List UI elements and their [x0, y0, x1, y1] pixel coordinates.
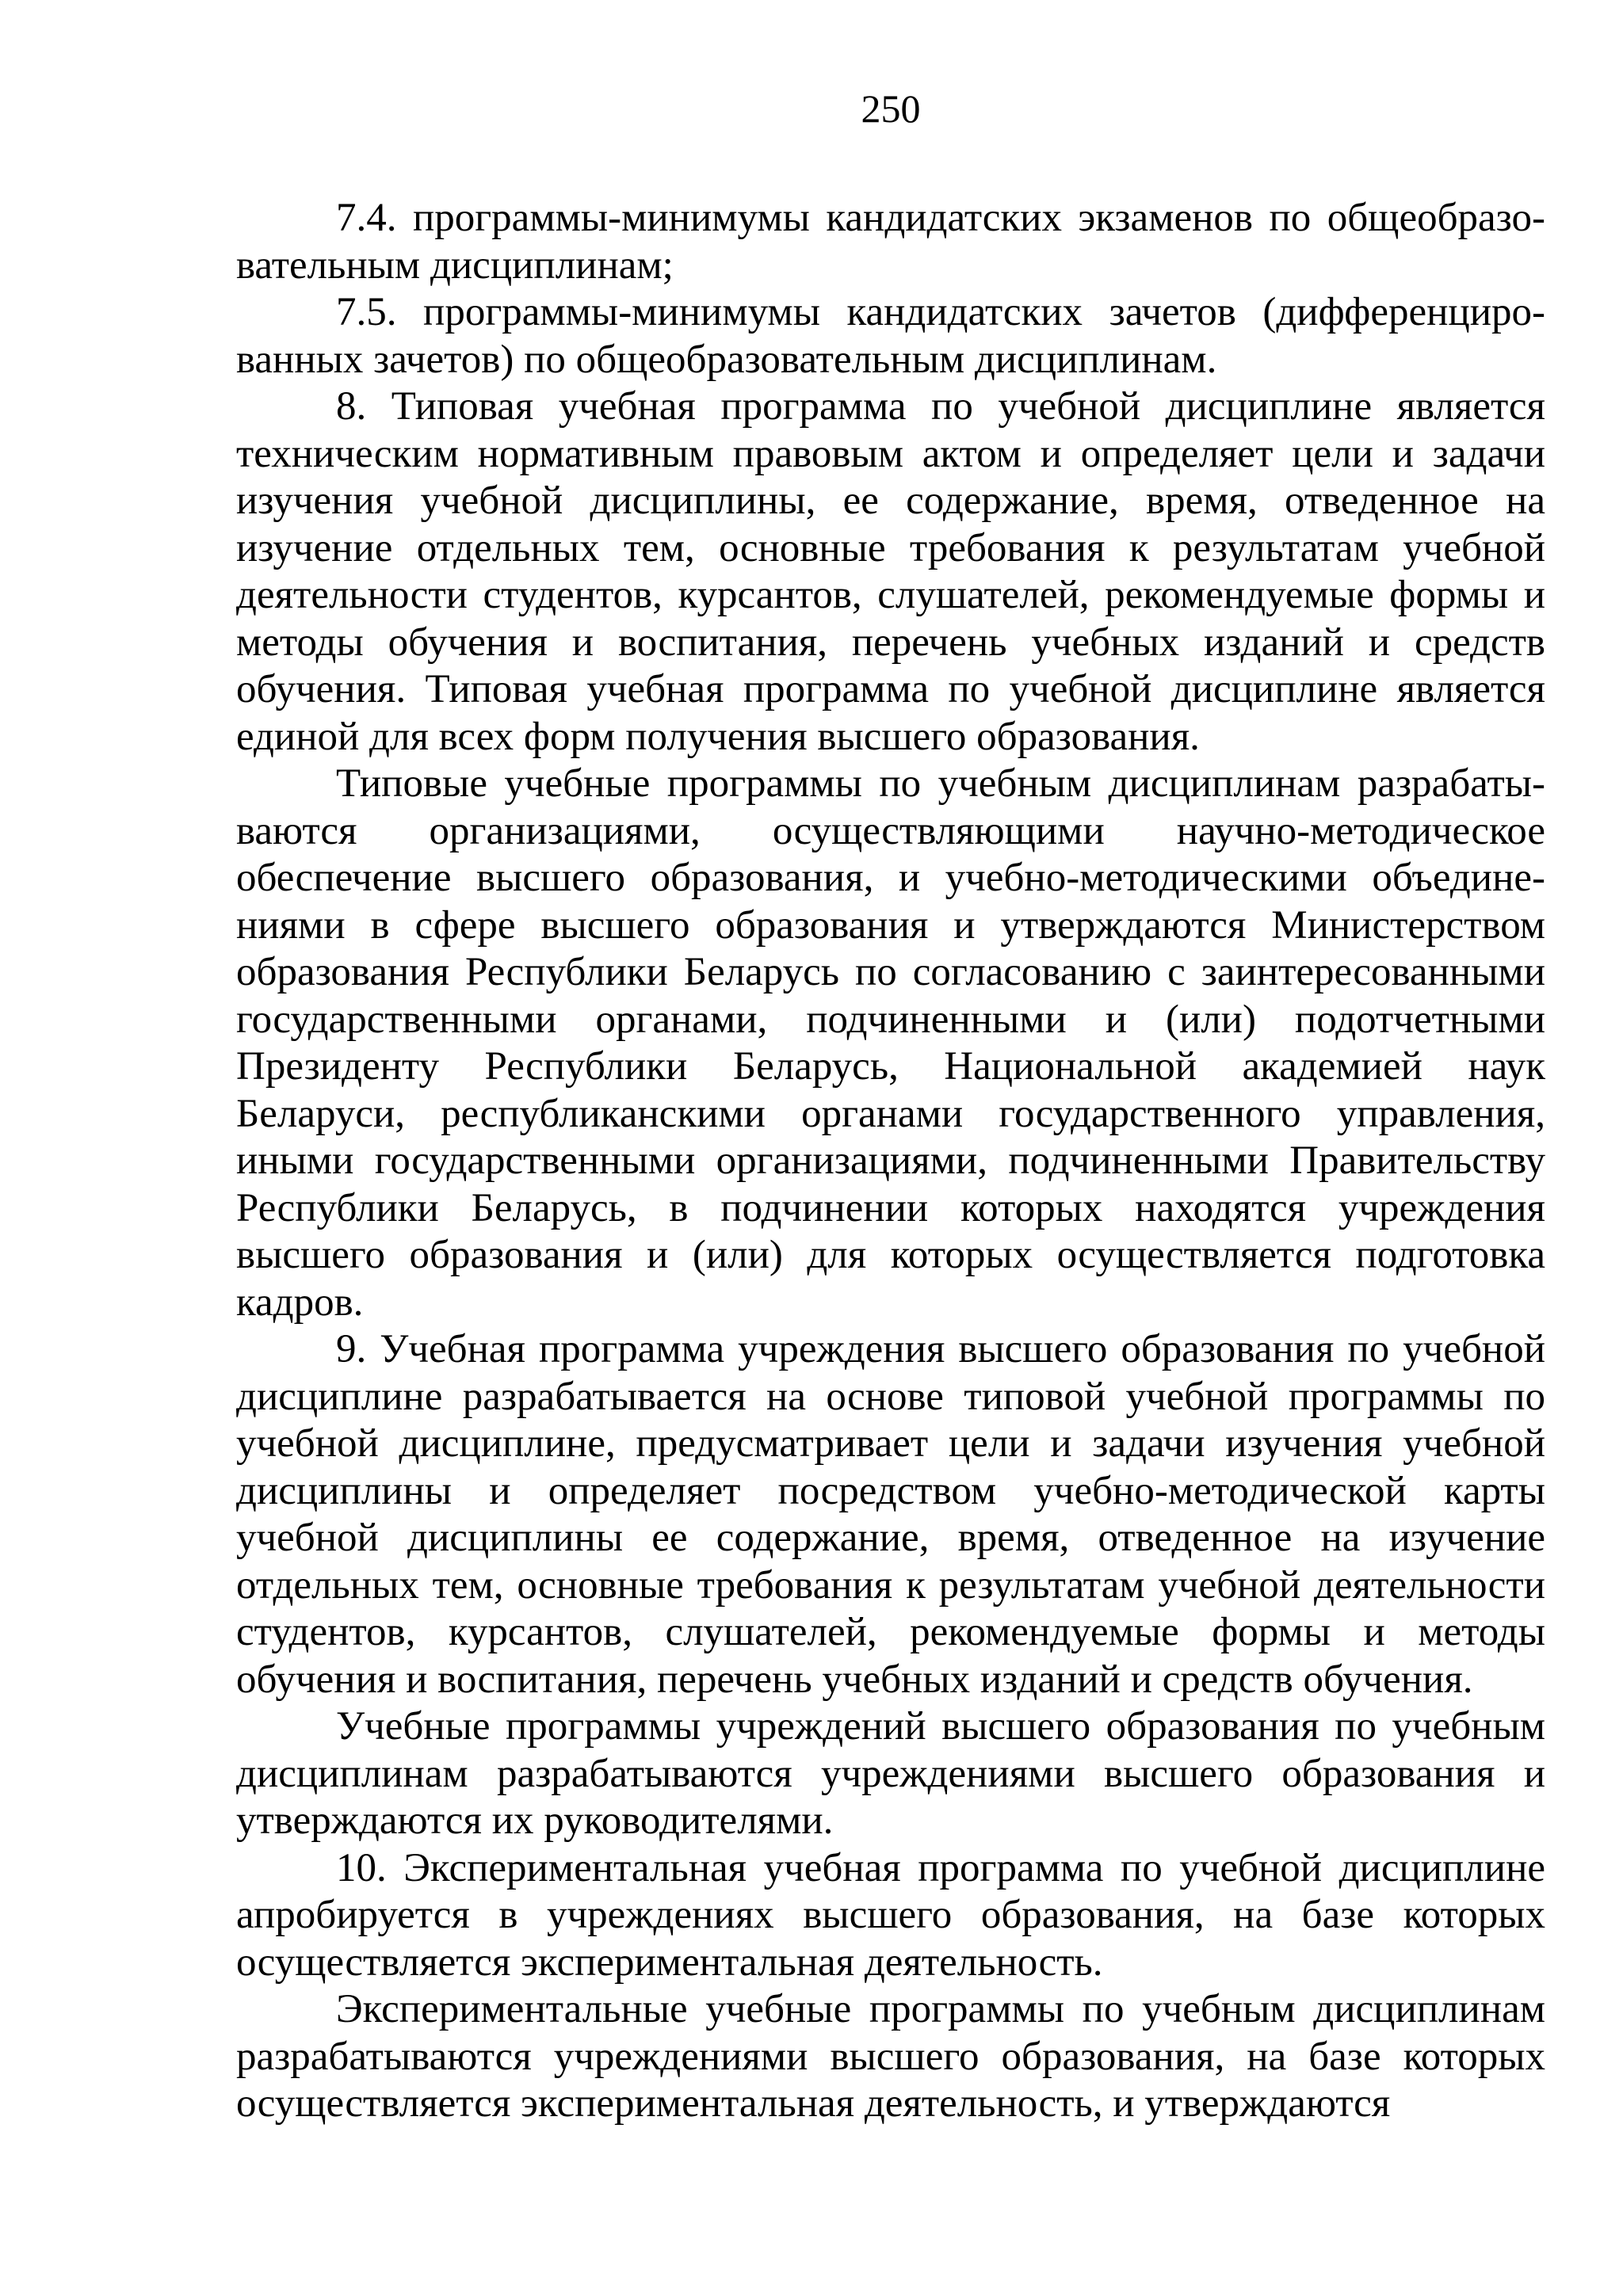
paragraph-8-continued: Типовые учебные программы по учебным дисциплинам разрабатываются организациями, осуществляющими научно-методическое обеспечение высшего образования, и учебно-методическими объединениями в сфере высшего образования и утверждаются Министерством образования Республики Беларусь по согласованию с заинтересованными государственными органами, подчиненными и (или) подотчетными Президенту Республики Беларусь, Национальной академией наук Беларуси, республиканскими органами государственного управления, иными государственными организациями, подчиненными Правительству Республики Беларусь, в подчинении которых находятся учреждения высшего образования и (или) для которых осуществляется подготовка кадров.: [236, 761, 1545, 1325]
page-number: 250: [861, 86, 921, 131]
paragraph-7-5: 7.5. программы-минимумы кандидатских зачетов (дифференцированных зачетов) по общеобразовательным дисциплинам.: [236, 290, 1545, 382]
paragraph-9: 9. Учебная программа учреждения высшего образования по учебной дисциплине разрабатывается на основе типовой учебной программы по учебной дисциплине, предусматривает цели и задачи изучения учебной дисциплины и определяет посредством учебно-методической карты учебной дисциплины ее содержание, время, отведенное на изучение отдельных тем, основные требования к результатам учебной деятельности студентов, курсантов, слушателей, рекомендуемые формы и методы обучения и воспитания, перечень учебных изданий и средств обучения.: [236, 1327, 1545, 1702]
paragraph-7-4: 7.4. программы-минимумы кандидатских экзаменов по общеобразовательным дисциплинам;: [236, 196, 1545, 288]
document-body: [236, 195, 1545, 2128]
paragraph-8: 8. Типовая учебная программа по учебной дисциплине является техническим нормативным правовым актом и определяет цели и задачи изучения учебной дисциплины, ее содержание, время, отведенное на изучение отдельных тем, основные требования к результатам учебной деятельности студентов, курсантов, слушателей, рекомендуемые формы и методы обучения и воспитания, перечень учебных изданий и средств обучения. Типовая учебная программа по учебной дисциплине является единой для всех форм получения высшего образования.: [236, 384, 1545, 759]
paragraph-9-continued: Учебные программы учреждений высшего образования по учебным дисциплинам разрабатываются учреждениями высшего образования и утверждаются их руководителями.: [236, 1704, 1545, 1843]
paragraph-10: 10. Экспериментальная учебная программа по учебной дисциплине апробируется в учреждениях высшего образования, на базе которых осуществляется экспериментальная деятельность.: [236, 1845, 1545, 1985]
paragraph-10-continued: Экспериментальные учебные программы по учебным дисциплинам разрабатываются учреждениями высшего образования, на базе которых осуществляется экспериментальная деятельность, и утверждаются: [236, 1987, 1545, 2126]
